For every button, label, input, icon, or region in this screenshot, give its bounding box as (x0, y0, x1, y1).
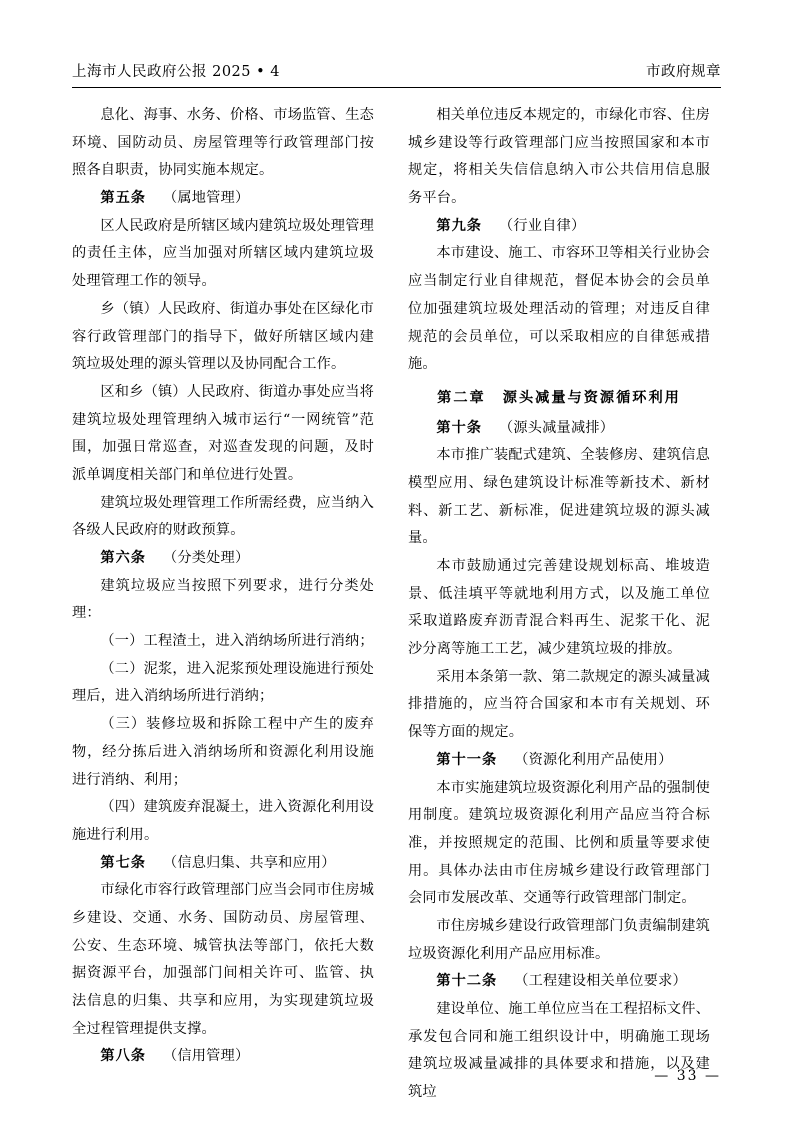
article-number: 第九条 (436, 217, 482, 234)
article-caption: （行业自律） (499, 217, 586, 234)
article-caption: （信用管理） (163, 1048, 250, 1065)
left-column (72, 102, 374, 1065)
article-heading (72, 850, 374, 878)
paragraph: 息化、海事、水务、价格、市场监管、生态环境、国防动员、房屋管理等行政管理部门按照各自职责，协同实施本规定。 (72, 107, 374, 179)
article-caption: （属地管理） (163, 190, 250, 207)
list-item: （二）泥浆，进入泥浆预处理设施进行预处理后，进入消纳场所进行消纳； (72, 660, 374, 705)
paragraph: 区和乡（镇）人民政府、街道办事处应当将建筑垃圾处理管理纳入城市运行“一网统管”范围，加强日常巡查，对巡查发现的问题，及时派单调度相关部门和单位进行处置。 (72, 383, 374, 483)
article-heading (72, 185, 374, 213)
article-heading (408, 747, 710, 775)
paragraph: 本市推广装配式建筑、全装修房、建筑信息模型应用、绿色建筑设计标准等新技术、新材料、新工艺、新标准，促进建筑垃圾的源头减量。 (408, 447, 710, 547)
article-caption: （源头减量减排） (499, 419, 615, 436)
article-number: 第十二条 (436, 973, 498, 990)
article-caption: （信息归集、共享和应用） (163, 854, 336, 871)
chapter-heading (408, 385, 710, 413)
chapter-number: 第二章 (437, 389, 486, 406)
article-heading (72, 1043, 374, 1071)
list-item: （一）工程渣土，进入消纳场所进行消纳； (100, 633, 374, 650)
article-number: 第六条 (100, 550, 146, 566)
paragraph: 建设单位、施工单位应当在工程招标文件、承发包合同和施工组织设计中，明确施工现场建筑垃圾减量减排的具体要求和措施，以及建筑垃 (408, 1001, 710, 1101)
paragraph: 本市鼓励通过完善建设规划标高、堆坡造景、低洼填平等就地利用方式，以及施工单位采取道路废弃沥青混合料再生、泥浆干化、泥沙分离等施工工艺，减少建筑垃圾的排放。 (408, 558, 710, 658)
article-number: 第五条 (100, 190, 146, 207)
article-number: 第八条 (100, 1048, 146, 1065)
article-number: 第七条 (100, 854, 146, 871)
paragraph: 采用本条第一款、第二款规定的源头减量减排措施的，应当符合国家和本市有关规划、环保等方面的规定。 (408, 668, 710, 741)
article-caption: （工程建设相关单位要求） (514, 973, 687, 990)
article-caption: （资源化利用产品使用） (514, 751, 673, 768)
paragraph: 乡（镇）人民政府、街道办事处在区绿化市容行政管理部门的指导下，做好所辖区域内建筑垃圾处理的源头管理以及协同配合工作。 (72, 300, 374, 373)
paragraph: 建筑垃圾处理管理工作所需经费，应当纳入各级人民政府的财政预算。 (72, 494, 374, 539)
chapter-title: 源头减量与资源循环利用 (502, 389, 681, 406)
article-heading (408, 968, 710, 996)
list-item: （三）装修垃圾和拆除工程中产生的废弃物，经分拣后进入消纳场所和资源化利用设施进行消纳、利用； (72, 716, 374, 788)
article-heading (408, 415, 710, 443)
article-number: 第十一条 (436, 751, 498, 768)
header-section-title: 市政府规章 (646, 64, 721, 80)
article-heading (72, 545, 374, 573)
paragraph: 本市建设、施工、市容环卫等相关行业协会应当制定行业自律规范，督促本协会的会员单位加强建筑垃圾处理活动的管理；对违反自律规范的会员单位，可以采取相应的自律惩戒措施。 (408, 245, 710, 373)
paragraph: 市绿化市容行政管理部门应当会同市住房城乡建设、交通、水务、国防动员、房屋管理、公安、生态环境、城管执法等部门，依托大数据资源平台，加强部门间相关许可、监管、执法信息的归集、共享和应用，为实现建筑垃圾全过程管理提供支撑。 (72, 882, 374, 1037)
paragraph: 市住房城乡建设行政管理部门负责编制建筑垃圾资源化利用产品应用标准。 (408, 917, 710, 962)
article-heading (408, 213, 710, 241)
article-caption: （分类处理） (163, 550, 250, 566)
page-header (72, 60, 721, 88)
list-item: （四）建筑废弃混凝土，进入资源化利用设施进行利用。 (72, 799, 374, 843)
page-number: — 33 — (654, 1068, 721, 1084)
paragraph: 相关单位违反本规定的，市绿化市容、住房城乡建设等行政管理部门应当按照国家和本市规定，将相关失信信息纳入市公共信用信息服务平台。 (408, 107, 710, 207)
paragraph: 本市实施建筑垃圾资源化利用产品的强制使用制度。建筑垃圾资源化利用产品应当符合标准，并按照规定的范围、比例和质量等要求使用。具体办法由市住房城乡建设行政管理部门会同市发展改革、交通等行政管理部门制定。 (408, 779, 710, 907)
header-publication-title: 上海市人民政府公报 2025 • 4 (72, 64, 281, 80)
article-number: 第十条 (436, 419, 482, 436)
paragraph: 建筑垃圾应当按照下列要求，进行分类处理： (72, 577, 374, 622)
paragraph: 区人民政府是所辖区域内建筑垃圾处理管理的责任主体，应当加强对所辖区域内建筑垃圾处理管理工作的领导。 (72, 217, 374, 290)
